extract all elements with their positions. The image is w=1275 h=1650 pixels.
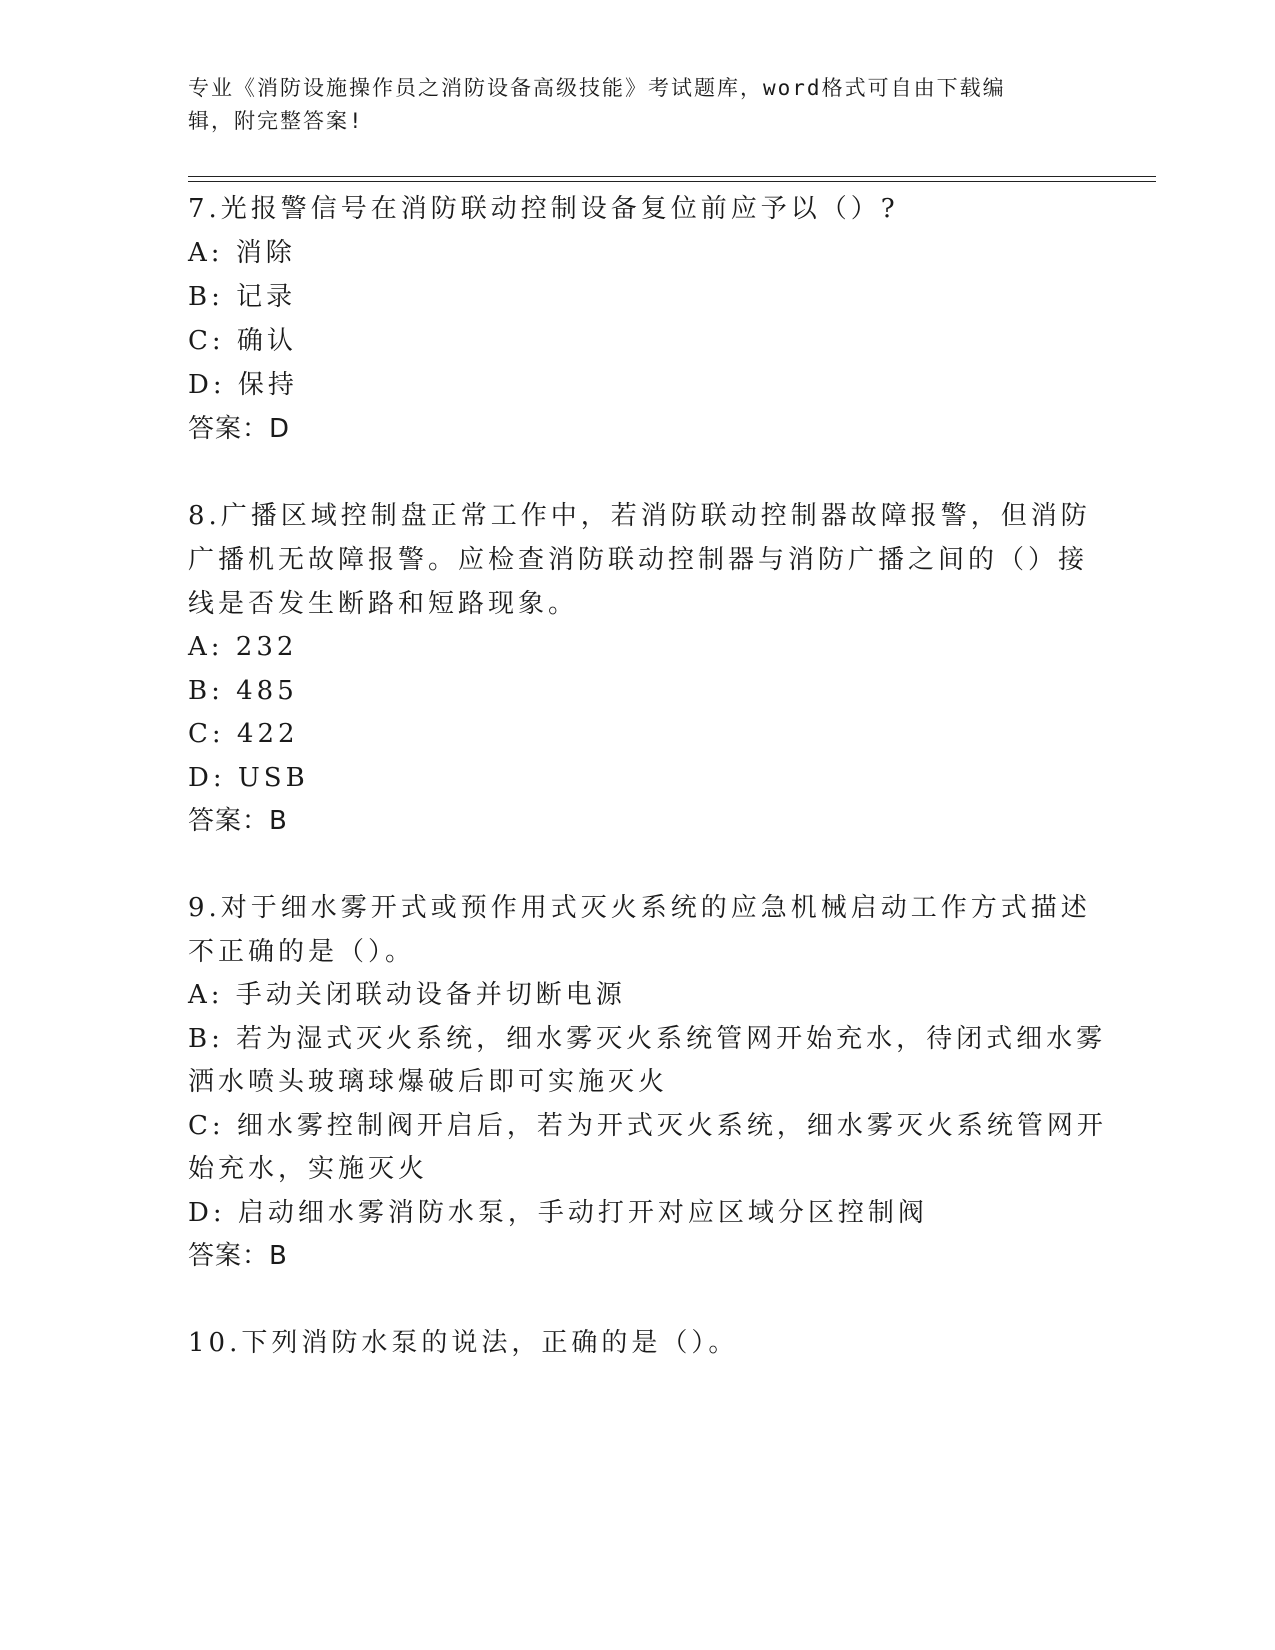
option-d: D: 启动细水雾消防水泵，手动打开对应区域分区控制阀 [188, 1198, 928, 1228]
question-stem: 7.光报警信号在消防联动控制设备复位前应予以（）? [188, 194, 899, 224]
header-line: 辑，附完整答案! [188, 109, 364, 133]
header-divider [188, 176, 1156, 177]
answer: 答案：D [188, 414, 291, 444]
document-header [188, 72, 1068, 138]
option-c: C: 细水雾控制阀开启后，若为开式灭火系统，细水雾灭火系统管网开 [188, 1111, 1107, 1141]
question-stem: 线是否发生断路和短路现象。 [188, 589, 579, 619]
option-d: D: 保持 [188, 370, 298, 400]
question-stem: 8.广播区域控制盘正常工作中，若消防联动控制器故障报警，但消防 [188, 501, 1091, 531]
option-c: 始充水，实施灭火 [188, 1154, 429, 1184]
option-a: A: 232 [188, 632, 298, 662]
header-line: 专业《消防设施操作员之消防设备高级技能》考试题库，word格式可自由下载编 [188, 76, 1006, 100]
option-c: C: 422 [188, 719, 299, 749]
option-b: B: 记录 [188, 282, 297, 312]
option-d: D: USB [188, 763, 309, 793]
answer: 答案：B [188, 806, 288, 836]
option-c: C: 确认 [188, 326, 297, 356]
option-a: A: 消除 [188, 238, 296, 268]
question-stem: 不正确的是（）。 [188, 937, 416, 967]
header-divider [188, 181, 1156, 182]
answer: 答案：B [188, 1241, 288, 1271]
option-b: B: 若为湿式灭火系统，细水雾灭火系统管网开始充水，待闭式细水雾 [188, 1024, 1107, 1054]
option-b: B: 485 [188, 676, 298, 706]
option-b: 洒水喷头玻璃球爆破后即可实施灭火 [188, 1067, 669, 1097]
question-stem: 广播机无故障报警。应检查消防联动控制器与消防广播之间的（）接 [188, 545, 1089, 575]
question-stem: 10.下列消防水泵的说法，正确的是（）。 [188, 1328, 739, 1358]
option-a: A: 手动关闭联动设备并切断电源 [188, 980, 626, 1010]
question-stem: 9.对于细水雾开式或预作用式灭火系统的应急机械启动工作方式描述 [188, 893, 1091, 923]
